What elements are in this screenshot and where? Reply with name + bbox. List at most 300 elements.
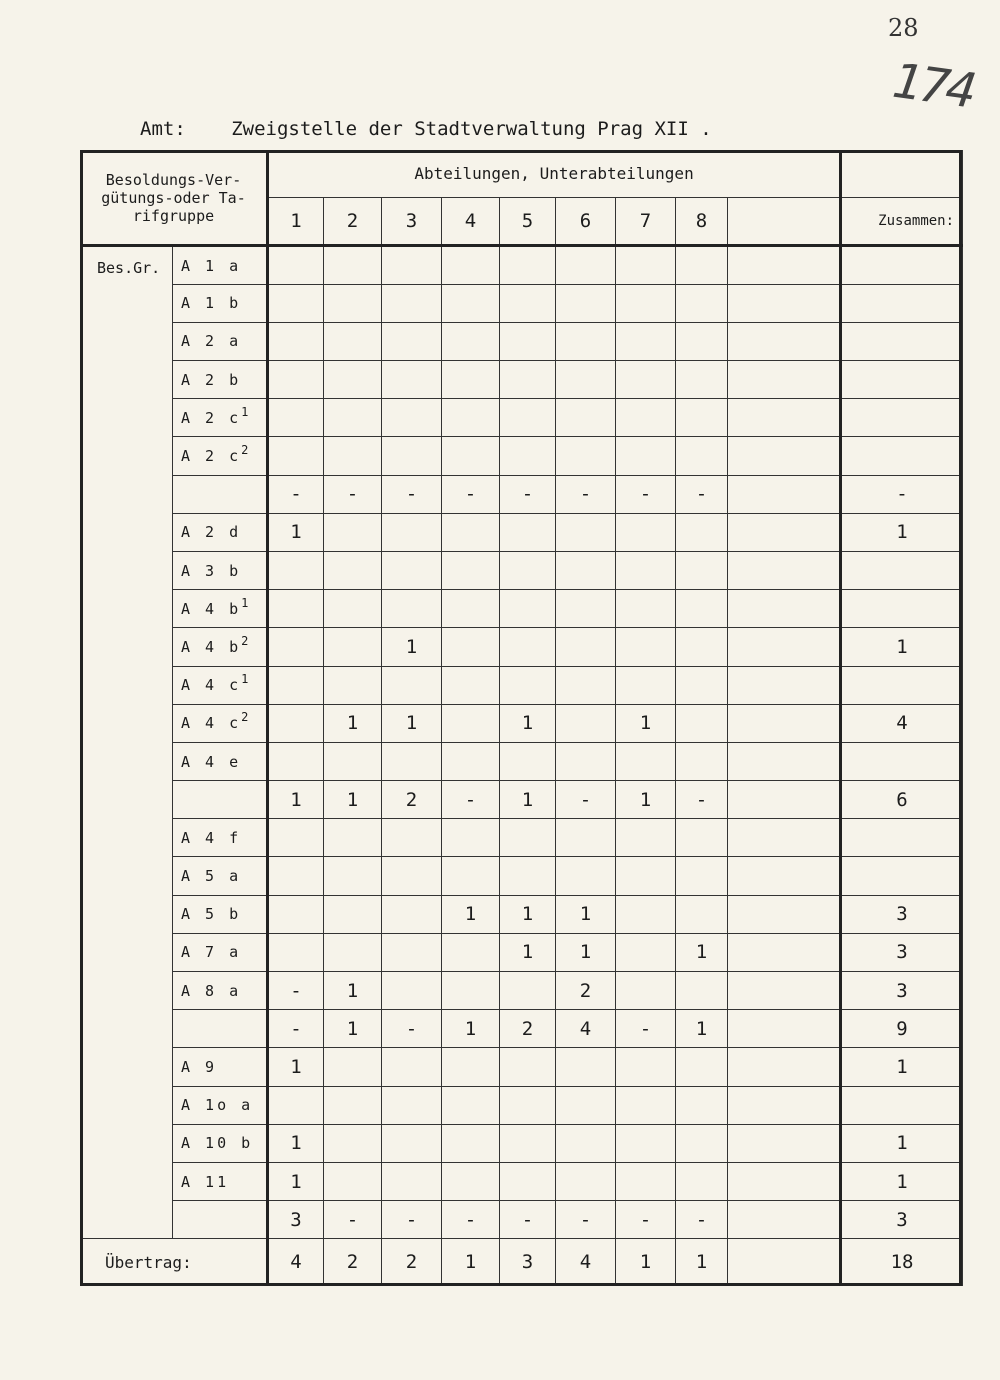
table-cell [616, 742, 676, 780]
table-cell [500, 322, 556, 360]
table-cell [616, 819, 676, 857]
table-cell [268, 399, 324, 437]
table-cell [728, 781, 841, 819]
row-total [841, 742, 963, 780]
table-cell: 1 [500, 781, 556, 819]
table-cell [556, 819, 616, 857]
table-cell [442, 1162, 500, 1200]
subgroup-name: A 4 f [181, 828, 242, 847]
table-cell [324, 284, 382, 322]
subtotal-row [81, 1010, 963, 1048]
uebertrag-row [81, 1239, 963, 1286]
table-cell [676, 972, 728, 1010]
table-cell: 1 [268, 1124, 324, 1162]
table-cell [324, 513, 382, 551]
subgroup-label [173, 819, 268, 857]
table-cell [676, 895, 728, 933]
table-cell [268, 628, 324, 666]
table-cell [676, 322, 728, 360]
table-cell [268, 590, 324, 628]
table-row [81, 819, 963, 857]
table-cell [556, 628, 616, 666]
table-cell: - [676, 781, 728, 819]
table-cell [556, 322, 616, 360]
table-cell: 1 [268, 781, 324, 819]
row-total [841, 1086, 963, 1124]
table-cell [728, 475, 841, 513]
table-cell [556, 399, 616, 437]
subgroup-label [173, 704, 268, 742]
table-cell: - [442, 781, 500, 819]
table-cell [268, 895, 324, 933]
table-row [81, 246, 963, 284]
subgroup-label [173, 551, 268, 589]
table-cell [728, 1048, 841, 1086]
table-cell: - [382, 1201, 442, 1239]
table-cell [728, 819, 841, 857]
row-total: 4 [841, 704, 963, 742]
subgroup-label [173, 1162, 268, 1200]
table-cell [500, 590, 556, 628]
table-cell [616, 628, 676, 666]
table-cell [324, 1162, 382, 1200]
table-cell: - [268, 1010, 324, 1048]
table-row [81, 895, 963, 933]
uebertrag-label: Übertrag: [81, 1239, 268, 1286]
table-cell: 2 [500, 1010, 556, 1048]
table-cell [324, 819, 382, 857]
table-cell: 1 [500, 895, 556, 933]
table-cell [500, 437, 556, 475]
table-cell [676, 704, 728, 742]
table-cell [500, 628, 556, 666]
table-cell [324, 551, 382, 589]
subgroup-name: A 11 [181, 1172, 230, 1191]
table-cell [676, 551, 728, 589]
table-cell: - [556, 475, 616, 513]
table-cell [442, 666, 500, 704]
table-cell [324, 895, 382, 933]
row-total: 1 [841, 1124, 963, 1162]
table-cell: - [268, 972, 324, 1010]
table-row [81, 322, 963, 360]
table-cell [616, 1162, 676, 1200]
table-cell: - [556, 1201, 616, 1239]
table-cell [728, 895, 841, 933]
table-cell [500, 399, 556, 437]
subgroup-label [173, 513, 268, 551]
column-header: 7 [616, 198, 676, 246]
table-cell [728, 246, 841, 284]
table-cell: - [616, 475, 676, 513]
table-cell [728, 742, 841, 780]
uebertrag-cell: 2 [382, 1239, 442, 1286]
subgroup-name: A 1o a [181, 1096, 254, 1115]
table-cell [556, 1086, 616, 1124]
table-cell [728, 1124, 841, 1162]
table-cell [556, 361, 616, 399]
subgroup-name: A 2 c [181, 408, 242, 427]
table-cell [676, 628, 728, 666]
table-cell [616, 972, 676, 1010]
table-cell [382, 1048, 442, 1086]
table-cell [676, 590, 728, 628]
table-cell [728, 399, 841, 437]
table-cell [382, 895, 442, 933]
table-cell: 1 [324, 972, 382, 1010]
table-cell [382, 819, 442, 857]
table-cell [728, 857, 841, 895]
table-cell [556, 551, 616, 589]
uebertrag-cell: 4 [268, 1239, 324, 1286]
table-cell [728, 933, 841, 971]
subgroup-superscript: 2 [241, 443, 249, 458]
row-total: 6 [841, 781, 963, 819]
table-cell [728, 590, 841, 628]
uebertrag-cell [728, 1239, 841, 1286]
staff-table [80, 150, 963, 1286]
subgroup-label [173, 399, 268, 437]
row-total: 1 [841, 1162, 963, 1200]
subgroup-label [173, 246, 268, 284]
total-header-top [841, 151, 963, 198]
table-cell [500, 666, 556, 704]
table-cell [442, 284, 500, 322]
uebertrag-cell: 2 [324, 1239, 382, 1286]
table-cell: - [442, 475, 500, 513]
subgroup-name: A 5 a [181, 867, 242, 886]
subgroup-name: A 10 b [181, 1134, 254, 1153]
row-total [841, 551, 963, 589]
row-total: 1 [841, 628, 963, 666]
table-cell [676, 1162, 728, 1200]
table-cell: 1 [382, 704, 442, 742]
table-cell [728, 1162, 841, 1200]
table-row [81, 284, 963, 322]
column-header: 1 [268, 198, 324, 246]
subgroup-name: A 4 b [181, 637, 242, 656]
table-row [81, 437, 963, 475]
table-cell [556, 284, 616, 322]
table-cell [616, 590, 676, 628]
table-cell [500, 246, 556, 284]
table-cell: - [500, 1201, 556, 1239]
table-cell [382, 513, 442, 551]
table-cell [324, 933, 382, 971]
column-header: 5 [500, 198, 556, 246]
table-cell [616, 437, 676, 475]
office-line [140, 118, 712, 140]
subgroup-superscript: 1 [241, 404, 249, 419]
row-total [841, 590, 963, 628]
table-cell: 1 [616, 781, 676, 819]
subgroup-name: A 5 b [181, 905, 242, 924]
row-total: 3 [841, 895, 963, 933]
table-cell [500, 1124, 556, 1162]
table-cell [556, 742, 616, 780]
subgroup-name: A 3 b [181, 561, 242, 580]
table-cell: 1 [676, 1010, 728, 1048]
row-total: 9 [841, 1010, 963, 1048]
table-cell [728, 322, 841, 360]
subgroup-name: A 2 c [181, 447, 242, 466]
table-cell: 2 [382, 781, 442, 819]
table-cell [676, 1048, 728, 1086]
table-row [81, 628, 963, 666]
table-cell: 1 [676, 933, 728, 971]
table-row [81, 399, 963, 437]
uebertrag-cell: 4 [556, 1239, 616, 1286]
table-cell [728, 666, 841, 704]
table-cell [556, 513, 616, 551]
uebertrag-cell: 3 [500, 1239, 556, 1286]
table-cell [556, 704, 616, 742]
table-cell: 1 [324, 781, 382, 819]
header-row [81, 151, 963, 198]
table-cell [442, 819, 500, 857]
table-cell: - [324, 1201, 382, 1239]
row-total: 3 [841, 933, 963, 971]
table-cell [676, 513, 728, 551]
column-header: 3 [382, 198, 442, 246]
table-cell: 1 [556, 895, 616, 933]
table-cell [676, 819, 728, 857]
table-cell [442, 1048, 500, 1086]
table-cell [324, 666, 382, 704]
subgroup-label [173, 972, 268, 1010]
table-cell [382, 246, 442, 284]
table-row [81, 933, 963, 971]
subgroup-superscript: 1 [241, 595, 249, 610]
table-cell: 1 [556, 933, 616, 971]
table-cell [268, 857, 324, 895]
table-cell [616, 399, 676, 437]
table-cell: 1 [268, 513, 324, 551]
table-cell [500, 972, 556, 1010]
table-cell [616, 322, 676, 360]
table-cell [500, 551, 556, 589]
table-cell [442, 742, 500, 780]
table-cell [442, 933, 500, 971]
subgroup-name: A 4 c [181, 714, 242, 733]
row-total [841, 284, 963, 322]
row-total: - [841, 475, 963, 513]
subgroup-label [173, 742, 268, 780]
table-cell [616, 284, 676, 322]
column-header [728, 198, 841, 246]
subgroup-label [173, 322, 268, 360]
row-total [841, 666, 963, 704]
table-cell [442, 513, 500, 551]
table-cell [324, 399, 382, 437]
table-cell [382, 933, 442, 971]
table-cell [556, 1162, 616, 1200]
table-cell [324, 437, 382, 475]
table-cell [324, 1048, 382, 1086]
table-cell [324, 590, 382, 628]
table-cell [442, 551, 500, 589]
table-cell [382, 284, 442, 322]
subgroup-label [173, 781, 268, 819]
table-cell [728, 437, 841, 475]
table-cell [268, 322, 324, 360]
uebertrag-cell: 1 [676, 1239, 728, 1286]
table-cell: - [382, 475, 442, 513]
table-cell [268, 933, 324, 971]
table-cell [728, 628, 841, 666]
row-total: 3 [841, 972, 963, 1010]
table-cell [382, 1124, 442, 1162]
table-row [81, 857, 963, 895]
table-cell: - [616, 1010, 676, 1048]
table-cell: 1 [382, 628, 442, 666]
table-cell [616, 513, 676, 551]
table-cell [324, 857, 382, 895]
table-cell [676, 399, 728, 437]
table-row [81, 972, 963, 1010]
table-cell [616, 1048, 676, 1086]
table-cell: - [556, 781, 616, 819]
table-cell: 1 [324, 1010, 382, 1048]
table-cell [382, 361, 442, 399]
table-row [81, 551, 963, 589]
subgroup-label [173, 1086, 268, 1124]
table-cell [382, 972, 442, 1010]
table-cell [728, 551, 841, 589]
table-cell: - [382, 1010, 442, 1048]
subgroup-superscript: 2 [241, 710, 249, 725]
table-cell [728, 1010, 841, 1048]
table-cell [382, 551, 442, 589]
table-cell [500, 361, 556, 399]
page-number-handwritten: 174 [889, 52, 977, 120]
table-cell [676, 1086, 728, 1124]
subgroup-label [173, 1201, 268, 1239]
table-cell [556, 1048, 616, 1086]
table-cell: - [616, 1201, 676, 1239]
table-cell [676, 437, 728, 475]
table-cell [268, 437, 324, 475]
subgroup-label [173, 895, 268, 933]
subgroup-label [173, 1124, 268, 1162]
departments-header: Abteilungen, Unterabteilungen [268, 151, 841, 198]
subtotal-row [81, 475, 963, 513]
table-cell: - [676, 1201, 728, 1239]
table-cell [728, 1201, 841, 1239]
table-cell [616, 857, 676, 895]
table-cell [268, 361, 324, 399]
table-cell [442, 857, 500, 895]
row-total: 1 [841, 513, 963, 551]
table-cell [382, 857, 442, 895]
table-cell: - [442, 1201, 500, 1239]
table-cell [616, 246, 676, 284]
table-cell [676, 742, 728, 780]
table-cell [556, 666, 616, 704]
table-cell: 1 [500, 933, 556, 971]
subgroup-label [173, 475, 268, 513]
table-cell [442, 972, 500, 1010]
subgroup-superscript: 2 [241, 633, 249, 648]
subgroup-name: A 2 d [181, 523, 242, 542]
table-cell [442, 361, 500, 399]
table-cell [442, 704, 500, 742]
table-row [81, 1124, 963, 1162]
subgroup-label [173, 666, 268, 704]
row-total [841, 819, 963, 857]
row-total [841, 322, 963, 360]
table-cell [616, 361, 676, 399]
table-cell [728, 1086, 841, 1124]
group-column-header: Besoldungs-Ver- gütungs-oder Ta- rifgruppe [81, 151, 268, 246]
table-cell: 4 [556, 1010, 616, 1048]
table-row [81, 666, 963, 704]
table-cell [500, 284, 556, 322]
subgroup-name: A 1 b [181, 294, 242, 313]
table-cell [442, 246, 500, 284]
row-total: 3 [841, 1201, 963, 1239]
table-cell [616, 895, 676, 933]
table-cell [500, 857, 556, 895]
group-label: Bes.Gr. [81, 246, 173, 1239]
subgroup-name: A 2 a [181, 332, 242, 351]
table-cell [676, 666, 728, 704]
table-cell [382, 322, 442, 360]
subgroup-superscript: 1 [241, 672, 249, 687]
table-row [81, 361, 963, 399]
row-total [841, 437, 963, 475]
table-cell [382, 1086, 442, 1124]
table-cell [324, 246, 382, 284]
table-row [81, 1048, 963, 1086]
office-value: Zweigstelle der Stadtverwaltung Prag XII . [231, 118, 712, 140]
table-row [81, 742, 963, 780]
table-cell [500, 819, 556, 857]
subtotal-row [81, 1201, 963, 1239]
total-header: Zusammen: [841, 198, 963, 246]
table-cell: 2 [556, 972, 616, 1010]
table-cell: - [268, 475, 324, 513]
table-cell [324, 361, 382, 399]
table-cell [382, 666, 442, 704]
table-cell [728, 972, 841, 1010]
subgroup-name: A 2 b [181, 370, 242, 389]
table-cell [324, 322, 382, 360]
subgroup-label [173, 590, 268, 628]
row-total [841, 246, 963, 284]
table-cell [616, 551, 676, 589]
table-cell [268, 666, 324, 704]
table-cell [382, 1162, 442, 1200]
subgroup-label [173, 361, 268, 399]
table-cell [268, 284, 324, 322]
subgroup-label [173, 437, 268, 475]
column-header: 8 [676, 198, 728, 246]
table-cell [382, 590, 442, 628]
table-cell [268, 246, 324, 284]
subgroup-label [173, 284, 268, 322]
table-cell [556, 246, 616, 284]
subgroup-name: A 8 a [181, 981, 242, 1000]
table-cell [500, 1086, 556, 1124]
subtotal-row [81, 781, 963, 819]
table-cell [324, 1124, 382, 1162]
subgroup-name: A 4 e [181, 752, 242, 771]
table-cell [442, 590, 500, 628]
row-total [841, 361, 963, 399]
table-cell [616, 1124, 676, 1162]
table-cell [728, 284, 841, 322]
